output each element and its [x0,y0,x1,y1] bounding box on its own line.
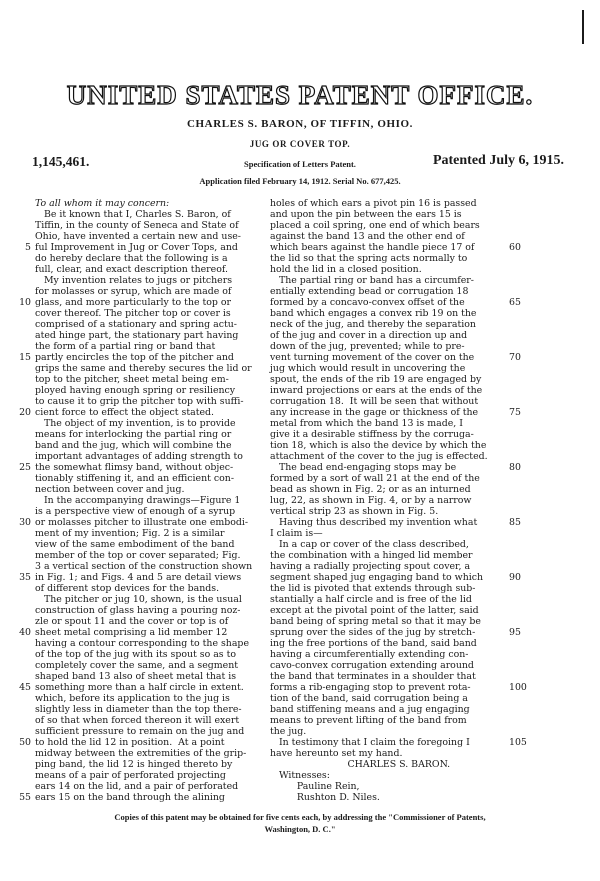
text-line: band stiffening means and a jug engaging [270,704,470,715]
line-number: 80 [509,462,521,473]
text-line: neck of the jug, and thereby the separation [270,319,476,330]
text-line: forms a rib-engaging stop to prevent rota- [270,682,471,693]
inventor-line: CHARLES S. BARON, OF TIFFIN, OHIO. [186,118,414,130]
text-line: cient force to effect the object stated. [35,407,214,418]
text-line: to hold the lid 12 in position. At a point [35,737,225,748]
text-line: means to prevent lifting of the band from [270,715,467,726]
text-line: except at the pivotal point of the latter, said [270,605,479,616]
text-line: In testimony that I claim the foregoing I [270,737,470,748]
text-line: tion of the band, said corrugation being a [270,693,468,704]
line-number: 60 [509,242,521,253]
text-line: vertical strip 23 as shown in Fig. 5. [270,506,439,517]
text-line: the form of a partial ring or band that [35,341,216,352]
text-line: nection between cover and jug. [35,484,185,495]
text-line: Having thus described my invention what [270,517,478,528]
text-line: metal from which the band 13 is made, I [270,418,463,429]
line-number: 5 [25,242,31,253]
text-line: Ohio, have invented a certain new and use- [35,231,241,242]
text-line: Witnesses: [270,770,330,781]
text-line: midway between the extremities of the grip- [35,748,247,759]
line-number: 85 [509,517,521,528]
text-line: to cause it to grip the pitcher top with suffi- [35,396,244,407]
text-line: formed by a sort of wall 21 at the end of the [270,473,480,484]
line-number: 105 [509,737,527,748]
text-line: something more than a half circle in extent. [35,682,244,693]
line-number: 50 [19,737,31,748]
text-line: for molasses or syrup, which are made of [35,286,232,297]
text-line: or molasses pitcher to illustrate one embodi- [35,517,249,528]
footer-note [40,811,560,835]
text-line: against the band 13 and the other end of [270,231,465,242]
text-line: of the jug and cover in a direction up and [270,330,468,341]
text-line: Tiffin, in the county of Seneca and State of [35,220,239,231]
text-line: band which engages a convex rib 19 on the [270,308,477,319]
text-line: I claim is— [270,528,323,539]
text-line: which, before its application to the jug is [35,693,230,704]
line-number: 75 [509,407,521,418]
text-line: tion 18, which is also the device by which the [270,440,487,451]
text-line: band and the jug, which will combine the [35,440,232,451]
text-line: ful Improvement in Jug or Cover Tops, and [35,242,238,253]
left-text-column [35,198,265,803]
text-line: shaped band 13 also of sheet metal that is [35,671,237,682]
line-number: 45 [19,682,31,693]
text-line: tionably stiffening it, and an efficient con- [35,473,234,484]
line-number: 90 [509,572,521,583]
scan-edge-mark [582,10,584,44]
line-number: 15 [19,352,31,363]
text-line: inward projections or ears at the ends of the [270,385,483,396]
text-line: sufficient pressure to remain on the jug and [35,726,245,737]
text-line: ment of my invention; Fig. 2 is a similar [35,528,225,539]
text-line: The pitcher or jug 10, shown, is the usual [35,594,242,605]
application-line: Application filed February 14, 1912. Serial No. 677,425. [199,176,401,186]
text-line: top to the pitcher, sheet metal being em- [35,374,229,385]
text-line: the lid is pivoted that extends through sub- [270,583,476,594]
text-line: full, clear, and exact description thereof. [35,264,228,275]
text-line: in Fig. 1; and Figs. 4 and 5 are detail views [35,572,242,583]
text-line: comprised of a stationary and spring actu- [35,319,237,330]
line-number: 40 [19,627,31,638]
text-line: entially extending bead or corrugation 18 [270,286,469,297]
text-line: have hereunto set my hand. [270,748,403,759]
text-line: having a circumferentially extending con- [270,649,469,660]
footer-line-2: Washington, D. C." [264,824,336,834]
text-line: of so that when forced thereon it will exert [35,715,240,726]
text-line: means for interlocking the partial ring or [35,429,232,440]
text-line: attachment of the cover to the jug is effected. [270,451,488,462]
line-number: 35 [19,572,31,583]
line-number: 55 [19,792,31,803]
text-line: down of the jug, prevented; while to pre- [270,341,465,352]
text-line: ears 14 on the lid, and a pair of perforated [35,781,239,792]
line-number: 95 [509,627,521,638]
text-line: of different stop devices for the bands. [35,583,220,594]
text-line: stantially a half circle and is free of the lid [270,594,472,605]
text-line: means of a pair of perforated projecting [35,770,226,781]
text-line: cover thereof. The pitcher top or cover is [35,308,231,319]
text-line: ears 15 on the band through the alining [35,792,225,803]
text-line: ployed having enough spring or resiliency [35,385,236,396]
line-number: 100 [509,682,527,693]
text-line: vent turning movement of the cover on the [270,352,475,363]
text-line: formed by a concavo-convex offset of the [270,297,465,308]
text-line: member of the top or cover separated; Fig. [35,550,241,561]
text-line: construction of glass having a pouring noz- [35,605,241,616]
text-line: sprung over the sides of the jug by stretch- [270,627,476,638]
text-line: cavo-convex corrugation extending around [270,660,474,671]
specification-label: Specification of Letters Patent. [244,159,356,169]
text-line: give it a desirable stiffness by the corruga- [270,429,474,440]
text-line: slightly less in diameter than the top there- [35,704,242,715]
text-line: The bead end-engaging stops may be [270,462,457,473]
text-line: view of the same embodiment of the band [35,539,235,550]
text-line: glass, and more particularly to the top or [35,297,232,308]
text-line: the band that terminates in a shoulder that [270,671,476,682]
text-line: The object of my invention, is to provide [35,418,236,429]
text-line: having a contour corresponding to the shape [35,638,249,649]
text-line: zle or spout 11 and the cover or top is of [35,616,229,627]
text-line: band being of spring metal so that it may be [270,616,481,627]
text-line: lug, 22, as shown in Fig. 4, or by a narrow [270,495,472,506]
line-number: 70 [509,352,521,363]
text-line: hold the lid in a closed position. [270,264,422,275]
text-line: which bears against the handle piece 17 of [270,242,475,253]
text-line: My invention relates to jugs or pitchers [35,275,233,286]
text-line: the lid so that the spring acts normally to [270,253,468,264]
text-line: ping band, the lid 12 is hinged thereto by [35,759,233,770]
right-text-column [270,198,503,803]
office-title: UNITED STATES PATENT OFFICE. [66,80,534,110]
text-line: the jug. [270,726,307,737]
text-line: ated hinge part, the stationary part having [35,330,239,341]
patent-number: 1,145,461. [32,154,90,169]
line-number: 30 [19,517,31,528]
text-line: do hereby declare that the following is a [35,253,228,264]
text-line: Be it known that I, Charles S. Baron, of [35,209,231,220]
text-line: ing the free portions of the band, said band [270,638,477,649]
text-line: is a perspective view of enough of a syrup [35,506,236,517]
text-line: of the top of the jug with its spout so as to [35,649,237,660]
footer-line-1: Copies of this patent may be obtained for five cents each, by addressing the "Commissioner of Patents, [114,812,486,822]
line-number: 10 [19,297,31,308]
patented-date: Patented July 6, 1915. [432,153,564,168]
text-line: Rushton D. Niles. [270,792,380,803]
text-line: In a cap or cover of the class described, [270,539,469,550]
text-line: Pauline Rein, [270,781,360,792]
text-line: jug which would result in uncovering the [270,363,466,374]
line-number: 25 [19,462,31,473]
text-line: grips the same and thereby secures the lid or [35,363,252,374]
text-line: In the accompanying drawings—Figure 1 [35,495,241,506]
text-line: 3 a vertical section of the construction shown [35,561,253,572]
line-number: 65 [509,297,521,308]
text-line: completely cover the same, and a segment [35,660,239,671]
text-line: segment shaped jug engaging band to which [270,572,484,583]
text-line: CHARLES S. BARON. [270,759,451,770]
text-line: important advantages of adding strength to [35,451,243,462]
text-line: placed a coil spring, one end of which bears [270,220,480,231]
text-line: To all whom it may concern: [35,198,170,209]
line-number: 20 [19,407,31,418]
text-line: sheet metal comprising a lid member 12 [35,627,228,638]
text-line: the combination with a hinged lid member [270,550,473,561]
text-line: partly encircles the top of the pitcher and [35,352,234,363]
text-line: holes of which ears a pivot pin 16 is passed [270,198,477,209]
text-line: spout, the ends of the rib 19 are engaged by [270,374,482,385]
text-line: and upon the pin between the ears 15 is [270,209,462,220]
text-line: any increase in the gage or thickness of the [270,407,479,418]
text-line: bead as shown in Fig. 2; or as an inturned [270,484,471,495]
invention-title: JUG OR COVER TOP. [249,139,351,149]
text-line: the somewhat flimsy band, without objec- [35,462,234,473]
text-line: having a radially projecting spout cover, a [270,561,471,572]
text-line: The partial ring or band has a circumfer- [270,275,474,286]
text-line: corrugation 18. It will be seen that without [270,396,479,407]
